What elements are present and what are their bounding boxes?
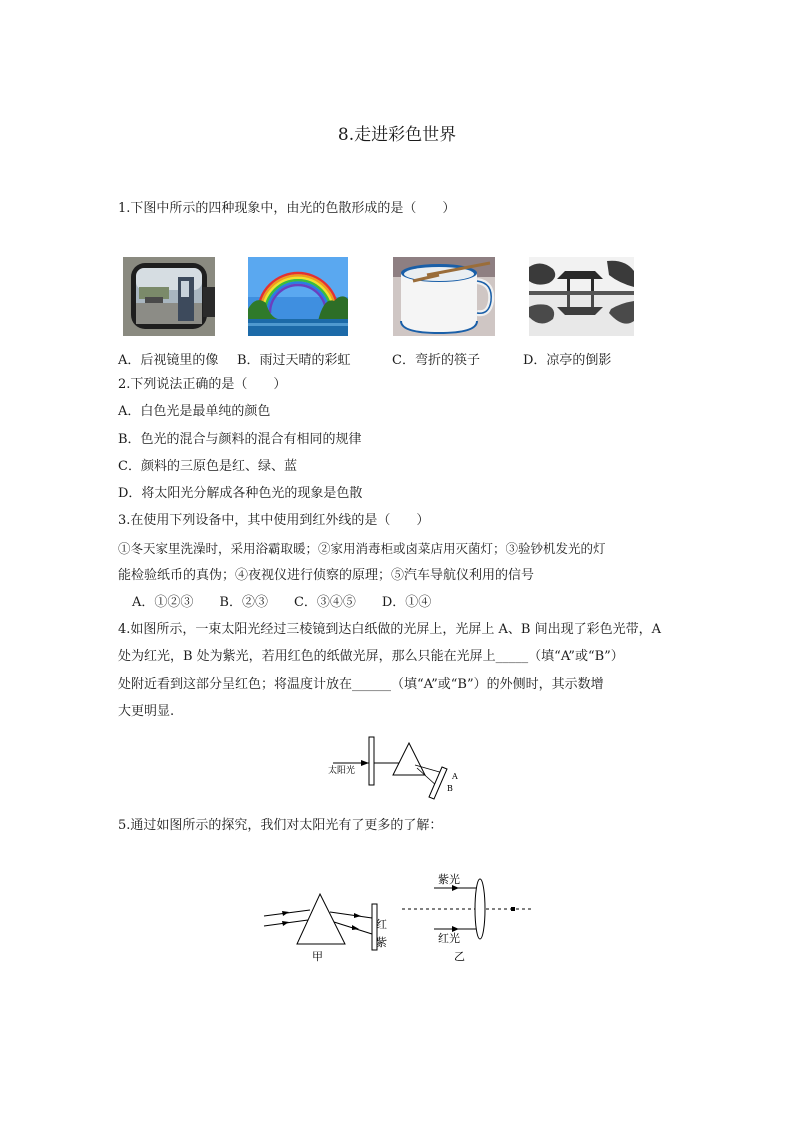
figure-jia-label: 甲 xyxy=(312,950,323,963)
pavilion-reflection-photo xyxy=(529,257,634,336)
rearview-mirror-photo xyxy=(123,257,215,336)
point-a-label: A xyxy=(452,772,458,781)
question-2-stem: 2.下列说法正确的是（ ） xyxy=(118,377,287,392)
question-5-stem: 5.通过如图所示的探究，我们对太阳光有了更多的了解： xyxy=(118,818,443,833)
question-2-option-d: D．将太阳光分解成各种色光的现象是色散 xyxy=(118,486,363,501)
question-3-options: A．①②③ B．②③ C．③④⑤ D．①④ xyxy=(132,595,432,610)
question-1-option-b: B．雨过天晴的彩虹 xyxy=(237,353,351,368)
purple-light-label: 紫光 xyxy=(438,873,460,886)
point-b-label: B xyxy=(447,784,453,793)
page-title: 8.走进彩色世界 xyxy=(337,125,457,145)
prism-dispersion-diagram xyxy=(325,733,465,803)
question-4-line-4: 大更明显. xyxy=(118,704,175,719)
question-1-option-a: A．后视镜里的像 xyxy=(118,353,219,368)
question-4-line-1: 4.如图所示，一束太阳光经过三棱镜到达白纸做的光屏上，光屏上 A、B 间出现了彩色光带，A xyxy=(118,622,661,637)
sunlight-label: 太阳光 xyxy=(328,766,356,776)
red-light-label: 红光 xyxy=(438,932,460,945)
question-3-stem: 3.在使用下列设备中，其中使用到红外线的是（ ） xyxy=(118,513,430,528)
red-label: 红 xyxy=(376,918,387,931)
question-4-line-2: 处为红光，B 处为紫光，若用红色的纸做光屏，那么只能在光屏上_____（填“A”或“B”） xyxy=(118,649,624,664)
question-3-line-1: ①冬天家里洗澡时，采用浴霸取暖；②家用消毒柜或卤菜店用灭菌灯；③验钞机发光的灯 xyxy=(118,541,606,556)
question-2-option-a: A．白色光是最单纯的颜色 xyxy=(118,404,271,419)
question-1-stem: 1.下图中所示的四种现象中，由光的色散形成的是（ ） xyxy=(118,201,456,216)
rainbow-photo xyxy=(248,257,348,336)
question-1-option-c: C．弯折的筷子 xyxy=(392,353,480,368)
bent-chopstick-photo xyxy=(393,257,495,336)
question-2-option-c: C．颜料的三原色是红、绿、蓝 xyxy=(118,459,297,474)
question-1-option-d: D．凉亭的倒影 xyxy=(523,353,612,368)
question-4-line-3: 处附近看到这部分呈红色；将温度计放在______（填“A”或“B”）的外侧时，其示数增 xyxy=(118,677,604,692)
sunlight-exploration-diagram xyxy=(262,866,537,966)
question-2-option-b: B．色光的混合与颜料的混合有相同的规律 xyxy=(118,432,362,447)
question-3-line-2: 能检验纸币的真伪；④夜视仪进行侦察的原理；⑤汽车导航仪利用的信号 xyxy=(118,568,535,583)
purple-label: 紫 xyxy=(376,936,387,949)
figure-yi-label: 乙 xyxy=(454,950,465,963)
